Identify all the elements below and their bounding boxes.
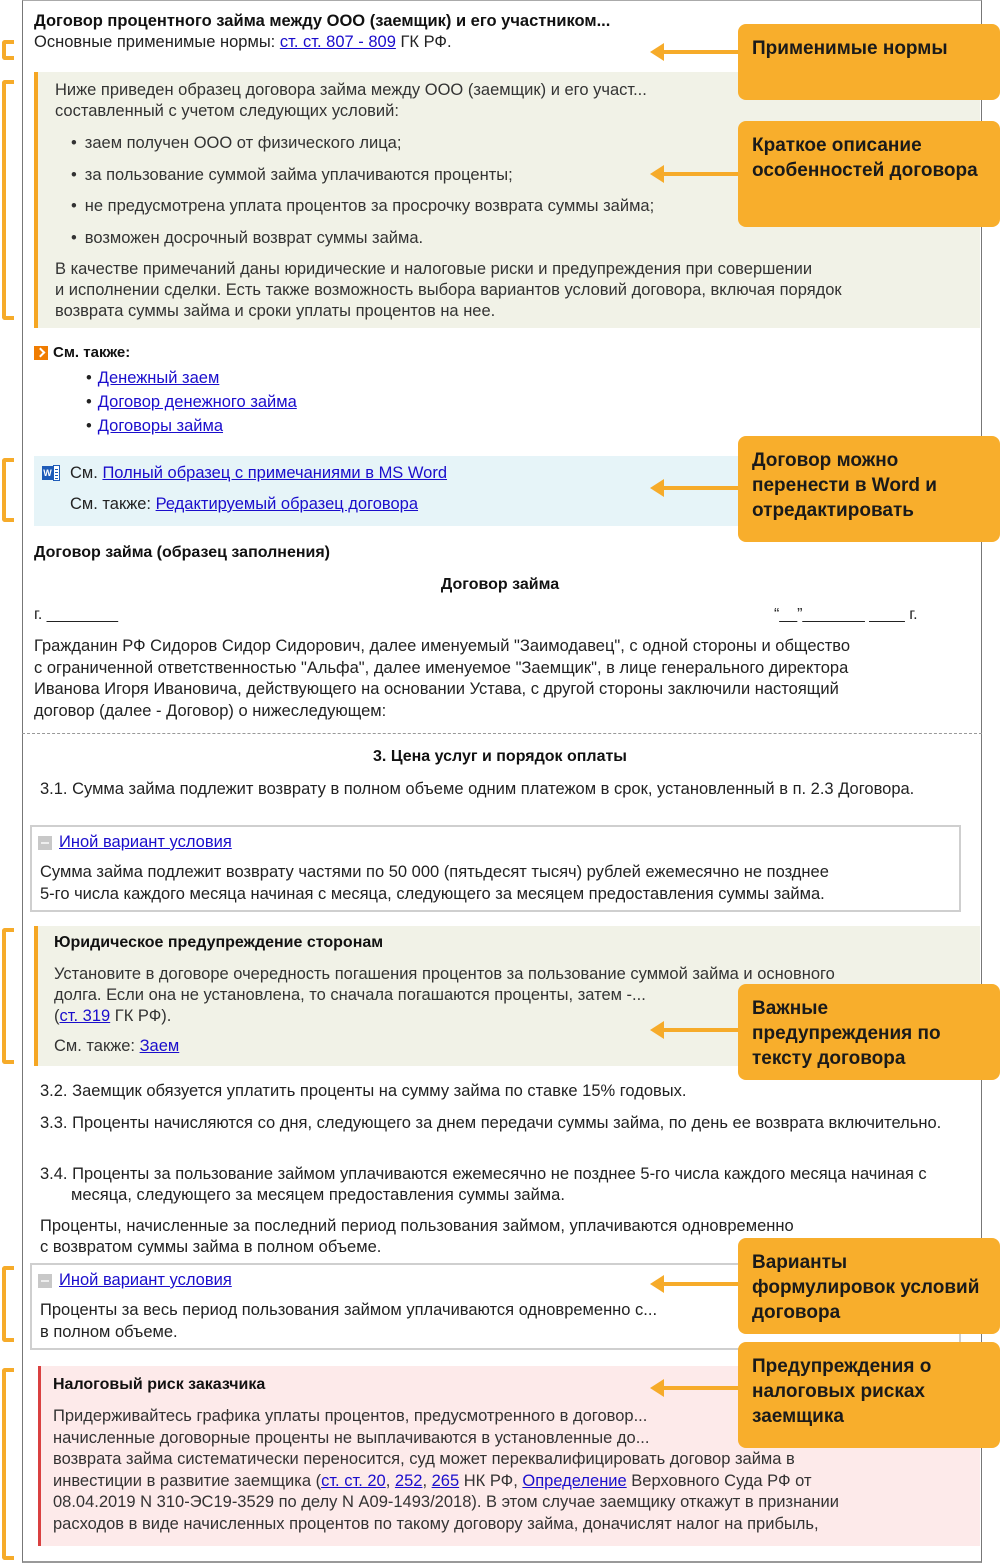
callout-applicable-norms: Применимые нормы bbox=[738, 24, 1000, 100]
section-title: 3. Цена услуг и порядок оплаты bbox=[373, 748, 627, 765]
tax-risk-line bbox=[53, 1471, 978, 1493]
full-sample-word-link[interactable]: Полный образец с примечаниями в MS Word bbox=[102, 464, 448, 482]
preamble-line: договор (далее - Договор) о нижеследующем: bbox=[34, 701, 387, 720]
see-also-link[interactable]: • Договор денежного займа bbox=[97, 392, 297, 411]
arrow-left-icon bbox=[650, 43, 738, 61]
arrow-left-icon bbox=[650, 479, 738, 497]
contract-city: г. ________ bbox=[34, 606, 118, 623]
see-also-label: См. также: bbox=[54, 1037, 140, 1055]
variant-line: в полном объеме. bbox=[40, 1322, 178, 1341]
arrow-left-icon bbox=[650, 165, 738, 183]
norms-label: Основные применимые нормы: bbox=[34, 33, 280, 51]
clause-3-4: 3.4. Проценты за пользование займом уплачиваются ежемесячно не позднее 5-го числа каждого месяца начиная с месяца, следующего за месяцем предоставления суммы займа. bbox=[40, 1165, 927, 1204]
tax-risk-line: начисленные договорные проценты не выплачиваются в установленные до... bbox=[53, 1428, 650, 1447]
see-also-list bbox=[86, 366, 297, 438]
condition-item: • возможен досрочный возврат суммы займа. bbox=[71, 229, 423, 248]
arrow-left-icon bbox=[650, 1275, 738, 1293]
alternative-condition-box bbox=[30, 825, 961, 912]
callout-wording-variants: Варианты формулировок условий договора bbox=[738, 1238, 1000, 1334]
alternative-condition-header[interactable] bbox=[38, 1271, 232, 1290]
separator: , bbox=[385, 1471, 395, 1490]
condition-item: • не предусмотрена уплата процентов за просрочку возврата суммы займа; bbox=[71, 197, 654, 216]
callout-tax-risks: Предупреждения о налоговых рисках заемщика bbox=[738, 1342, 1000, 1448]
editable-sample-link[interactable]: Редактируемый образец договора bbox=[155, 495, 419, 513]
see-also-label: См. также: bbox=[53, 344, 131, 361]
preamble-line: Иванова Игоря Ивановича, действующего на основании Устава, с другой стороны заключили настоящий bbox=[34, 680, 839, 698]
tax-risk-line: возврата займа систематически переносится, суд может переквалифицировать договор займа в bbox=[53, 1450, 795, 1468]
norms-suffix: ГК РФ. bbox=[395, 33, 452, 51]
summary-note-line: возврата суммы займа и сроки уплаты процентов на нее. bbox=[55, 302, 496, 320]
preamble-line: Гражданин РФ Сидоров Сидор Сидорович, далее именуемый "Заимодавец", с одной стороны и общество bbox=[34, 637, 851, 655]
section-divider bbox=[22, 733, 982, 734]
list-item bbox=[86, 414, 297, 438]
legal-warning-title: Юридическое предупреждение сторонам bbox=[54, 934, 384, 951]
legal-warning-line: долга. Если она не установлена, то сначала погашаются проценты, затем -... bbox=[54, 986, 646, 1004]
bracket-marker bbox=[2, 458, 14, 522]
norms-link[interactable]: ст. ст. 807 - 809 bbox=[279, 33, 396, 51]
tax-article-link[interactable]: 265 bbox=[431, 1471, 460, 1490]
alternative-condition-link[interactable]: Иной вариант условия bbox=[59, 1271, 232, 1289]
tax-risk-line: расходов в виде начисленных процентов по такому договору займа, доначислят налог на прибыль, bbox=[53, 1514, 819, 1533]
clause-3-3: 3.3. Проценты начисляются со дня, следующего за днем передачи суммы займа, по день ее возврата включительно. bbox=[40, 1114, 942, 1132]
bracket-marker bbox=[2, 928, 14, 1064]
word-line-label: См. bbox=[70, 464, 103, 482]
bracket-marker bbox=[2, 1266, 14, 1342]
condition-item: • за пользование суммой займа уплачиваются проценты; bbox=[71, 166, 513, 185]
contract-title: Договор займа bbox=[440, 576, 560, 593]
article-319-link[interactable]: ст. 319 bbox=[59, 1007, 111, 1025]
tax-article-link[interactable]: 252 bbox=[394, 1471, 423, 1490]
court-ruling-link[interactable]: Определение bbox=[522, 1471, 627, 1490]
arrow-left-icon bbox=[650, 1379, 738, 1397]
text: Верховного Суда РФ от bbox=[626, 1471, 812, 1490]
editable-line bbox=[70, 495, 418, 514]
text: инвестиции в развитие заемщика ( bbox=[53, 1471, 322, 1490]
loan-link[interactable]: Заем bbox=[139, 1037, 180, 1055]
see-also-link[interactable]: • Денежный заем bbox=[97, 368, 220, 387]
final-paragraph-line: Проценты, начисленные за последний период пользования займом, уплачиваются одновременно bbox=[40, 1217, 794, 1235]
clause-3-1: 3.1. Сумма займа подлежит возврату в полном объеме одним платежом в срок, установленный в п. 2.3 Договора. bbox=[40, 780, 915, 798]
chevron-right-icon bbox=[34, 346, 48, 360]
final-paragraph-line: с возвратом суммы займа в полном объеме. bbox=[40, 1238, 382, 1256]
paren: ( bbox=[54, 1007, 60, 1025]
alternative-condition-link[interactable]: Иной вариант условия bbox=[59, 833, 232, 851]
applicable-norms bbox=[34, 33, 452, 52]
document-title: Договор процентного займа между ООО (заемщик) и его участником... bbox=[34, 12, 611, 30]
bracket-marker bbox=[2, 1368, 14, 1560]
summary-note-line: В качестве примечаний даны юридические и налоговые риски и предупреждения при совершении bbox=[55, 260, 813, 278]
separator: , bbox=[422, 1471, 432, 1490]
sample-title: Договор займа (образец заполнения) bbox=[34, 544, 330, 561]
arrow-left-icon bbox=[650, 1021, 738, 1039]
list-item bbox=[86, 390, 297, 414]
legal-warning-line: Установите в договоре очередность погашения процентов за пользование суммой займа и основного bbox=[54, 965, 835, 983]
callout-important-warnings: Важные предупреждения по тексту договора bbox=[738, 984, 1000, 1080]
preamble-line: с ограниченной ответственностью "Альфа", далее именуемое "Заемщик", в лице генерального директора bbox=[34, 658, 849, 677]
ms-word-icon[interactable]: W bbox=[42, 465, 61, 481]
tax-risk-title: Налоговый риск заказчика bbox=[53, 1376, 266, 1393]
condition-item: • заем получен ООО от физического лица; bbox=[71, 134, 401, 153]
code-ref: ГК РФ). bbox=[110, 1007, 172, 1025]
variant-line: 5-го числа каждого месяца начиная с месяца, следующего за месяцем предоставления суммы займа. bbox=[40, 884, 825, 903]
see-also-heading bbox=[34, 344, 130, 361]
contract-date: “__”_______ ____ г. bbox=[774, 606, 918, 623]
contract-preamble bbox=[34, 636, 974, 722]
alternative-condition-text bbox=[40, 862, 829, 905]
callout-word-export: Договор можно перенести в Word и отредактировать bbox=[738, 436, 1000, 542]
summary-intro-line2: составленный с учетом следующих условий: bbox=[55, 102, 399, 120]
callout-short-description: Краткое описание особенностей договора bbox=[738, 121, 1000, 227]
word-line bbox=[70, 464, 447, 483]
editable-line-label: См. также: bbox=[70, 495, 156, 513]
text: НК РФ, bbox=[459, 1471, 523, 1490]
collapse-icon[interactable] bbox=[38, 836, 52, 850]
summary-intro-line1: Ниже приведен образец договора займа между ООО (заемщик) и его участ... bbox=[55, 81, 647, 99]
variant-line: Сумма займа подлежит возврату частями по 50 000 (пятьдесят тысяч) рублей ежемесячно не позднее bbox=[40, 863, 829, 881]
see-also-link[interactable]: • Договоры займа bbox=[97, 416, 224, 435]
alternative-condition-header[interactable] bbox=[38, 833, 232, 852]
tax-article-link[interactable]: ст. ст. 20 bbox=[321, 1471, 386, 1490]
alternative-condition-text bbox=[40, 1300, 657, 1343]
bracket-marker bbox=[2, 40, 14, 60]
summary-note-line: и исполнении сделки. Есть также возможность выбора вариантов условий договора, включая порядок bbox=[55, 281, 842, 299]
tax-risk-line: 08.04.2019 N 310-ЭС19-3529 по делу N А09-1493/2018). В этом случае заемщику откажут в признании bbox=[53, 1493, 839, 1511]
tax-risk-line: Придерживайтесь графика уплаты процентов, предусмотренного в договор... bbox=[53, 1407, 648, 1425]
list-item bbox=[86, 366, 297, 390]
bracket-marker bbox=[2, 80, 14, 320]
legal-warning-see-also bbox=[54, 1037, 179, 1056]
collapse-icon[interactable] bbox=[38, 1274, 52, 1288]
variant-line: Проценты за весь период пользования займом уплачиваются одновременно с... bbox=[40, 1301, 658, 1319]
clause-3-2: 3.2. Заемщик обязуется уплатить проценты на сумму займа по ставке 15% годовых. bbox=[40, 1082, 687, 1100]
